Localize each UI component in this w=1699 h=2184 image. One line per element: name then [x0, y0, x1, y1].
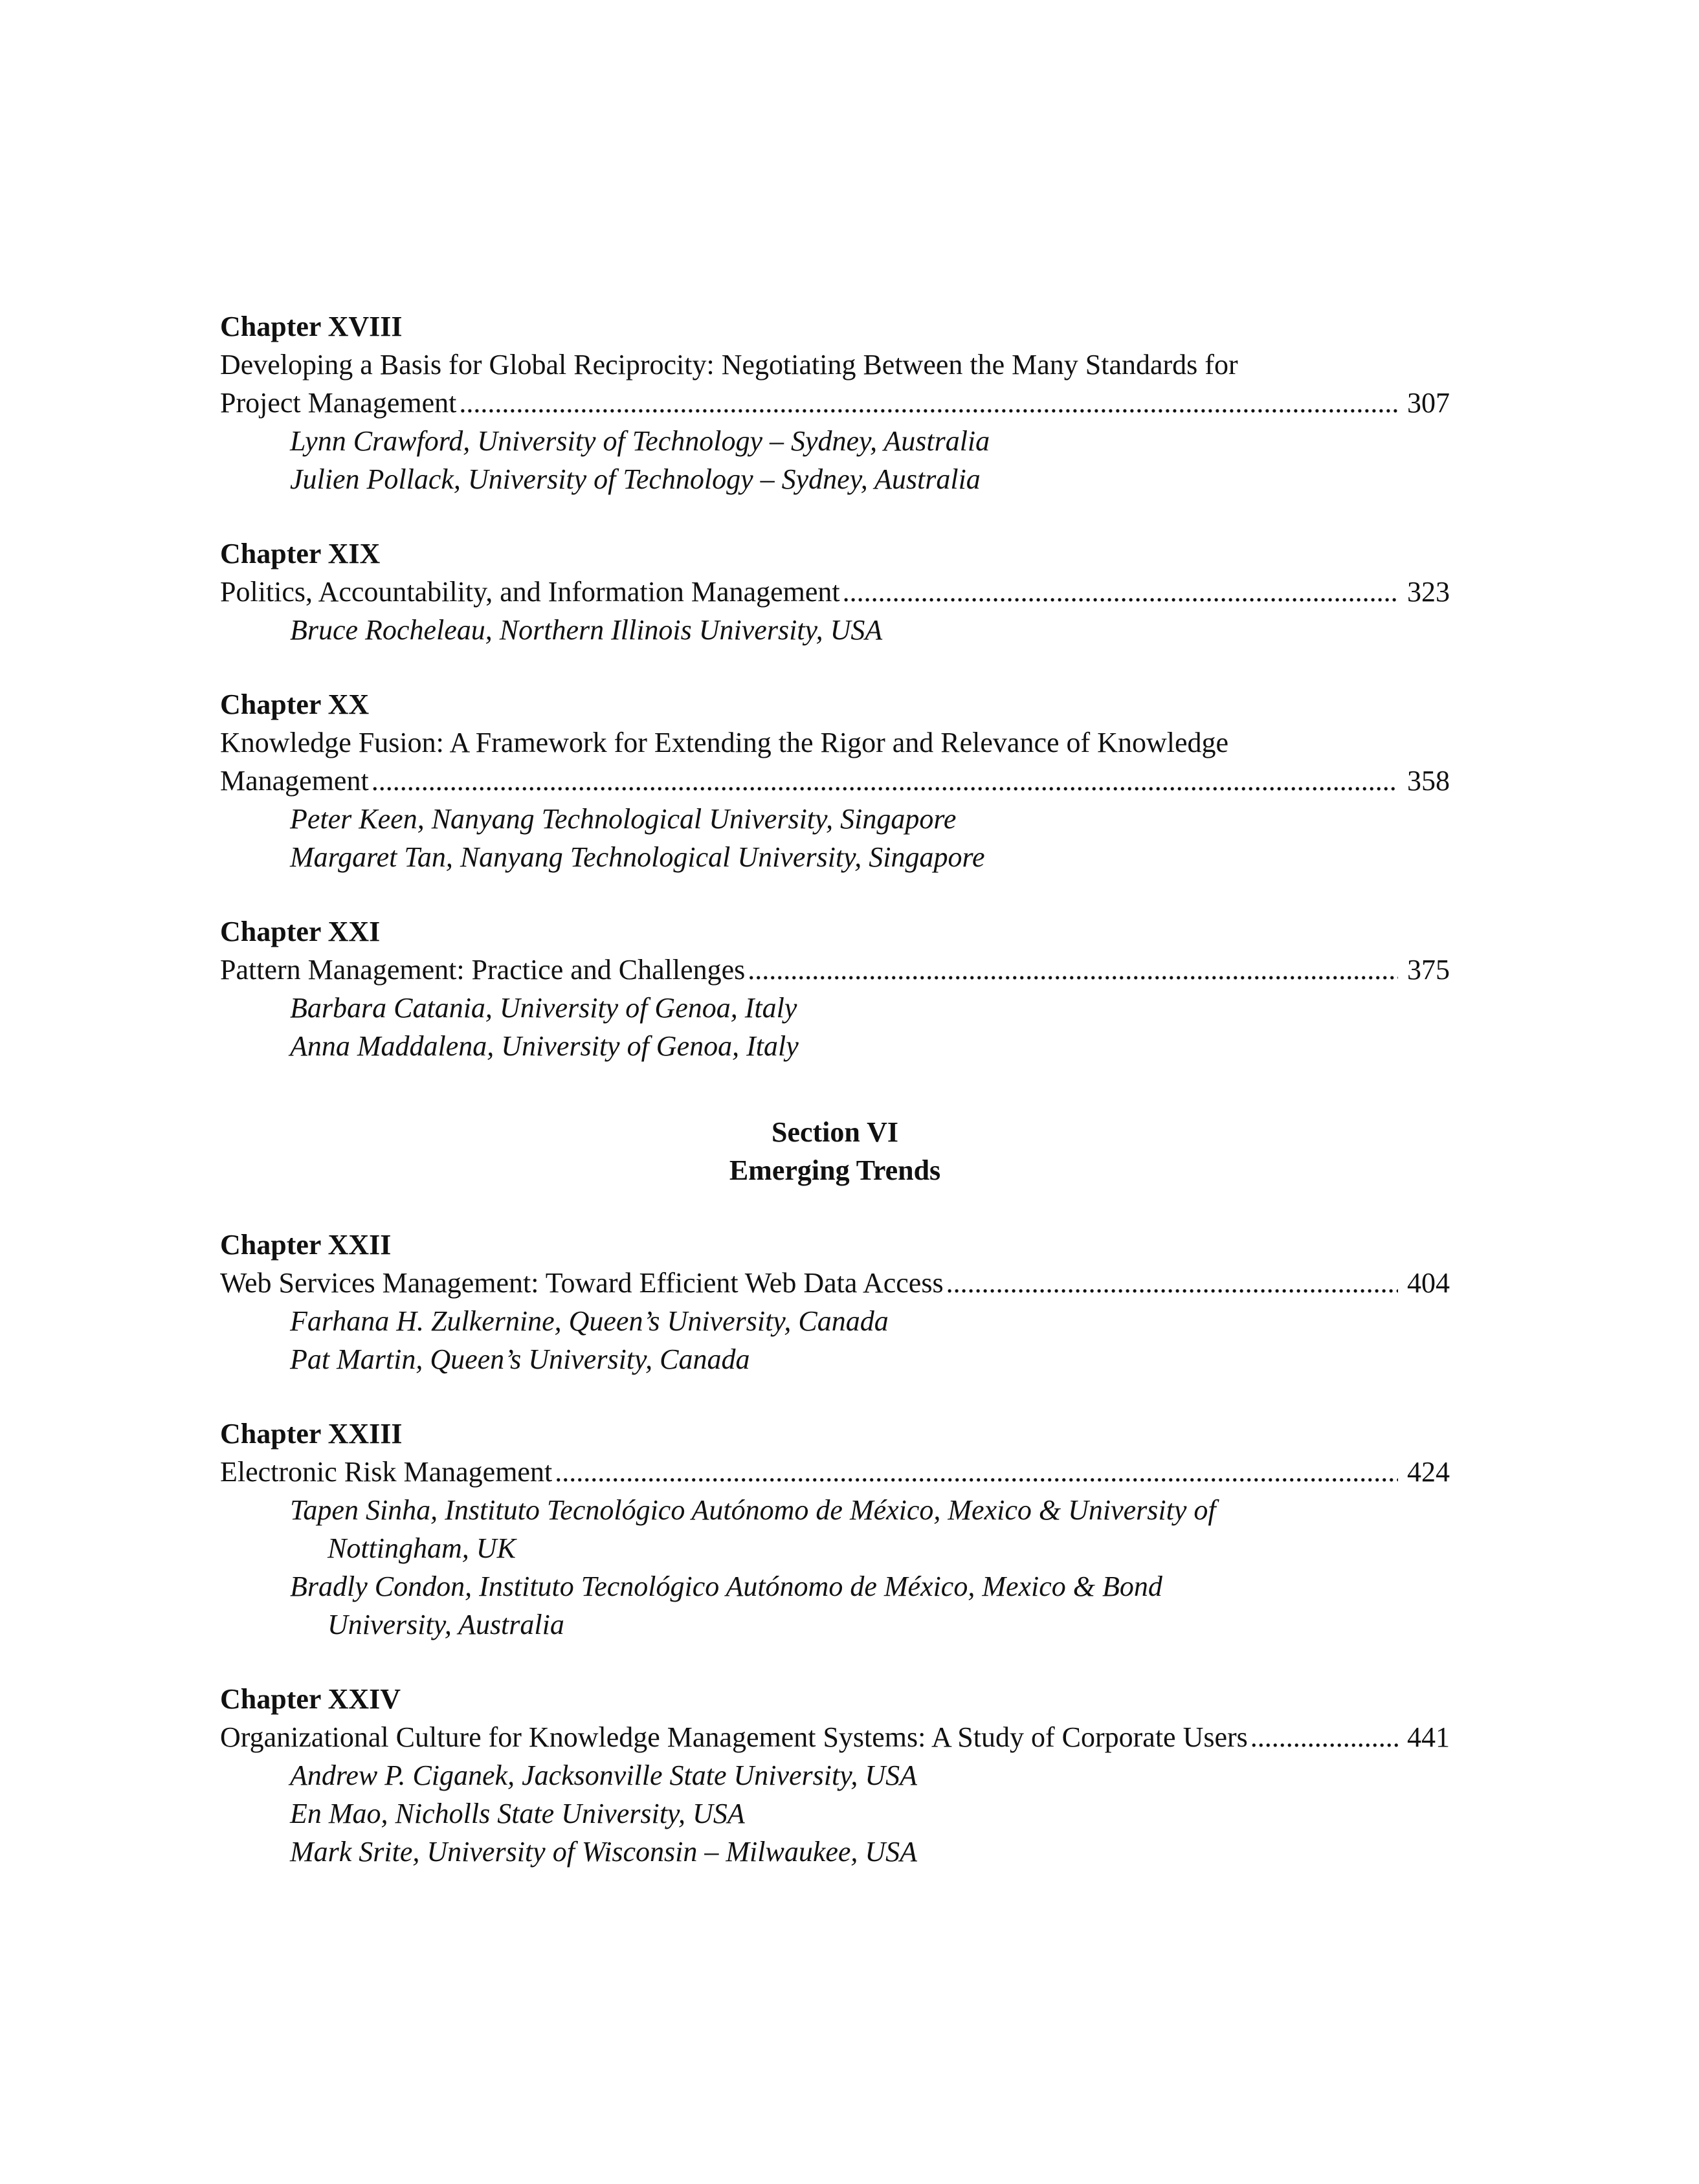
dot-leader: [946, 1264, 1398, 1302]
toc-entry-chapter-xix: [220, 535, 1450, 649]
dot-leader: [748, 951, 1398, 989]
author-line-continuation: Nottingham, UK: [328, 1532, 516, 1564]
author-line: En Mao, Nicholls State University, USA: [290, 1798, 745, 1829]
section-title: Emerging Trends: [729, 1154, 941, 1186]
author-line: Bradly Condon, Instituto Tecnológico Autónomo de México, Mexico & Bond: [290, 1571, 1162, 1602]
page-number: 358: [1407, 765, 1450, 797]
dot-leader: [459, 384, 1398, 422]
chapter-label: Chapter XVIII: [220, 311, 403, 342]
chapter-title-last-line: Management: [220, 765, 369, 797]
chapter-title-last-line: Web Services Management: Toward Efficient Web Data Access: [220, 1267, 944, 1299]
chapter-title-last-line: Pattern Management: Practice and Challenges: [220, 954, 746, 986]
chapter-title-last-line: Project Management: [220, 387, 457, 419]
chapter-title-last-line: Electronic Risk Management: [220, 1456, 553, 1488]
page-number: 404: [1407, 1267, 1450, 1299]
toc-entry-chapter-xviii: [220, 307, 1450, 498]
author-line: Julien Pollack, University of Technology – Sydney, Australia: [290, 463, 981, 495]
author-line: Bruce Rocheleau, Northern Illinois University, USA: [290, 614, 883, 646]
chapter-label: Chapter XIX: [220, 538, 381, 569]
chapter-label: Chapter XXIV: [220, 1683, 401, 1715]
dot-leader: [555, 1453, 1398, 1491]
author-line: Lynn Crawford, University of Technology – Sydney, Australia: [290, 425, 990, 457]
chapter-title-with-page[interactable]: [220, 951, 1450, 989]
chapter-title-with-page[interactable]: [220, 1718, 1450, 1756]
chapter-title-last-line: Politics, Accountability, and Information Management: [220, 576, 840, 608]
page-number: 375: [1407, 954, 1450, 986]
dot-leader: [843, 573, 1398, 611]
section-heading: [220, 1113, 1450, 1189]
toc-entry-chapter-xxiii: [220, 1415, 1450, 1644]
toc-entry-chapter-xxiv: [220, 1680, 1450, 1871]
author-line: Mark Srite, University of Wisconsin – Milwaukee, USA: [290, 1836, 918, 1868]
page-number: 441: [1407, 1721, 1450, 1753]
chapter-title-with-page[interactable]: [220, 573, 1450, 611]
author-line: Barbara Catania, University of Genoa, Italy: [290, 992, 797, 1024]
chapter-title-last-line: Organizational Culture for Knowledge Management Systems: A Study of Corporate Users: [220, 1721, 1248, 1753]
chapter-title-line: Knowledge Fusion: A Framework for Extending the Rigor and Relevance of Knowledge: [220, 727, 1229, 758]
chapter-title-with-page[interactable]: [220, 384, 1450, 422]
toc-content: [220, 307, 1450, 1907]
author-line: Peter Keen, Nanyang Technological University, Singapore: [290, 803, 957, 835]
author-line: Pat Martin, Queen’s University, Canada: [290, 1343, 750, 1375]
chapter-label: Chapter XXII: [220, 1229, 392, 1261]
dot-leader: [372, 762, 1398, 800]
dot-leader: [1250, 1718, 1398, 1756]
toc-entry-chapter-xxi: [220, 912, 1450, 1065]
author-line: Farhana H. Zulkernine, Queen’s University, Canada: [290, 1305, 889, 1337]
author-line: Margaret Tan, Nanyang Technological University, Singapore: [290, 841, 985, 873]
author-line: Tapen Sinha, Instituto Tecnológico Autónomo de México, Mexico & University of: [290, 1494, 1216, 1526]
chapter-title-with-page[interactable]: [220, 1264, 1450, 1302]
chapter-label: Chapter XXI: [220, 916, 381, 947]
toc-entry-chapter-xx: [220, 685, 1450, 876]
chapter-title-line: Developing a Basis for Global Reciprocity: Negotiating Between the Many Standards for: [220, 349, 1238, 381]
chapter-label: Chapter XX: [220, 689, 370, 720]
toc-entry-chapter-xxii: [220, 1226, 1450, 1378]
chapter-title-with-page[interactable]: [220, 762, 1450, 800]
author-line-continuation: University, Australia: [328, 1609, 564, 1640]
chapter-label: Chapter XXIII: [220, 1418, 403, 1450]
page-number: 424: [1407, 1456, 1450, 1488]
chapter-title-with-page[interactable]: [220, 1453, 1450, 1491]
author-line: Andrew P. Ciganek, Jacksonville State University, USA: [290, 1759, 918, 1791]
section-number: Section VI: [772, 1116, 898, 1148]
page-number: 307: [1407, 387, 1450, 419]
author-line: Anna Maddalena, University of Genoa, Italy: [290, 1030, 799, 1062]
page-number: 323: [1407, 576, 1450, 608]
